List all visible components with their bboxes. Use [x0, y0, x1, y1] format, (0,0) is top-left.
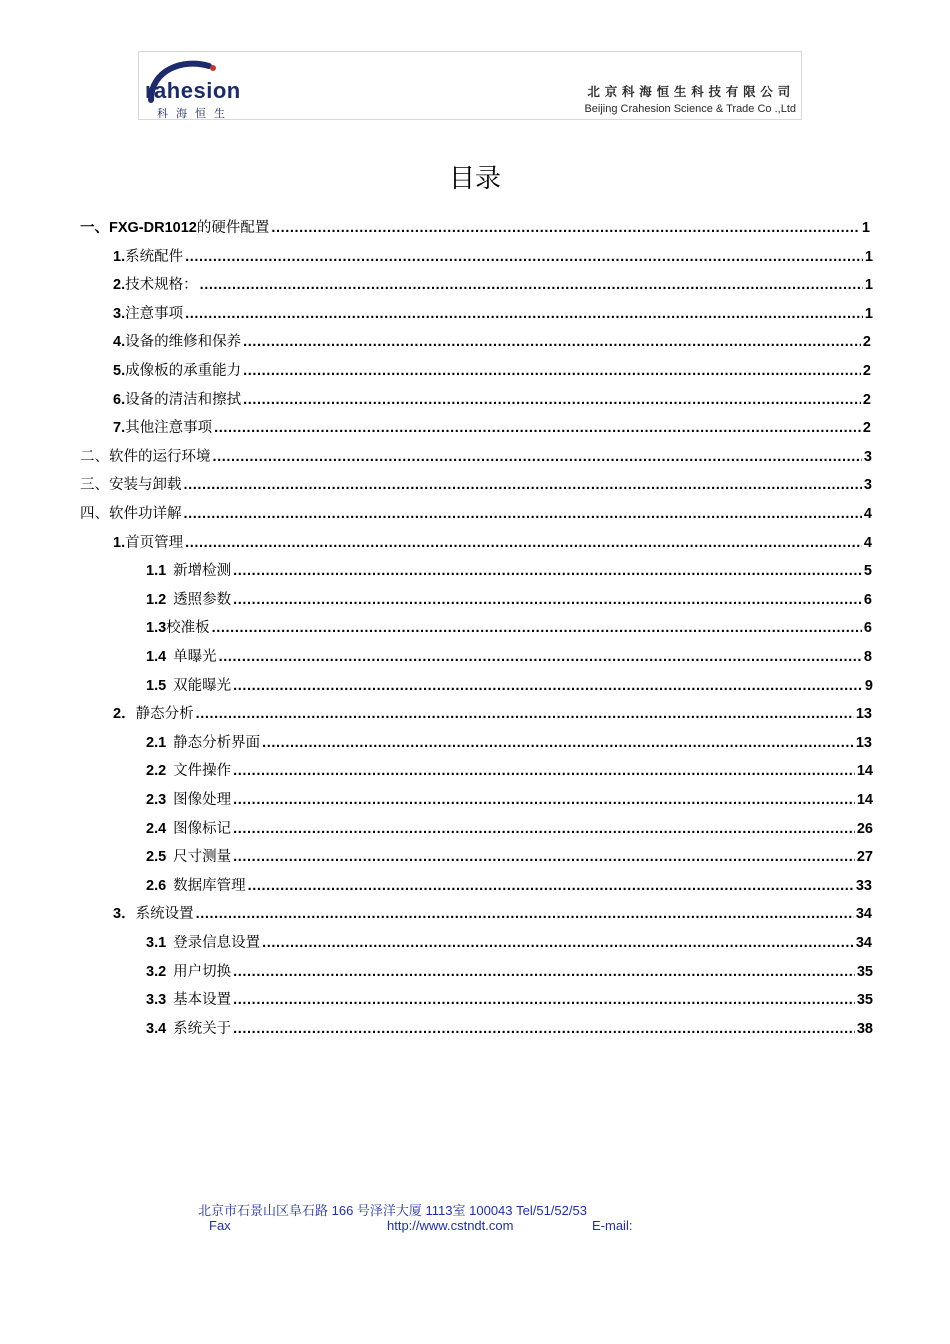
toc-entry[interactable]: [113, 525, 872, 553]
toc-title: 双能曝光: [173, 678, 232, 694]
toc-leader: [248, 876, 854, 896]
toc-entry[interactable]: [80, 439, 872, 467]
company-name-en: Beijing Crahesion Science & Trade Co .,Ltd: [584, 103, 796, 115]
toc-page: 6: [863, 620, 872, 636]
toc-entry[interactable]: [146, 925, 872, 953]
toc-leader: [233, 676, 863, 696]
footer-fax: Fax: [209, 1218, 231, 1233]
toc-leader: [185, 304, 863, 324]
letterhead: [138, 51, 802, 120]
toc-page: 35: [856, 964, 873, 980]
toc-title: 登录信息设置: [173, 935, 261, 951]
toc-title: 新增检测: [173, 563, 232, 579]
toc-leader: [233, 590, 862, 610]
toc-title: 图像标记: [173, 821, 232, 837]
toc-leader: [214, 418, 861, 438]
toc-entry[interactable]: [146, 811, 873, 839]
toc-page: 2: [862, 363, 871, 379]
toc-title: 设备的清洁和擦拭: [125, 392, 242, 408]
toc-title: 单曝光: [173, 649, 217, 665]
logo-text: rahesion: [145, 78, 241, 103]
toc-page: 2: [862, 334, 871, 350]
toc-leader: [233, 819, 855, 839]
toc-page: 1: [864, 249, 873, 265]
toc-title: 的硬件配置: [196, 220, 270, 236]
toc-number: 2.: [113, 277, 126, 293]
toc-title: 二、软件的运行环境: [80, 449, 211, 465]
toc-entry[interactable]: [146, 782, 873, 810]
page-title: 目录: [448, 164, 501, 194]
toc-leader: [243, 332, 861, 352]
toc-leader: [262, 733, 854, 753]
toc-entry[interactable]: [113, 239, 873, 267]
toc-entry[interactable]: [146, 982, 873, 1010]
toc-number: 7.: [113, 420, 126, 436]
toc-number: 1.: [113, 535, 126, 551]
toc-entry[interactable]: [146, 582, 872, 610]
toc-entry[interactable]: [146, 725, 872, 753]
toc-title: 系统关于: [173, 1021, 232, 1037]
toc-page: 4: [863, 506, 872, 522]
toc-page: 33: [855, 878, 872, 894]
toc-title: 尺寸测量: [173, 849, 232, 865]
toc-entry[interactable]: [146, 868, 872, 896]
toc-title: 四、软件功详解: [80, 506, 182, 522]
toc-number: 2.6: [146, 878, 167, 894]
toc-page: 13: [855, 735, 872, 751]
toc-page: 8: [863, 649, 872, 665]
toc-entry[interactable]: [146, 639, 872, 667]
toc-entry[interactable]: [80, 210, 870, 238]
toc-entry[interactable]: [113, 353, 871, 381]
toc-title: 文件操作: [173, 763, 232, 779]
toc-leader: [200, 275, 863, 295]
toc-number: 6.: [113, 392, 126, 408]
toc-page: 9: [864, 678, 873, 694]
toc-number: 1.2: [146, 592, 167, 608]
toc-title: 三、安装与卸载: [80, 477, 182, 493]
toc-title: 图像处理: [173, 792, 232, 808]
toc-leader: [219, 647, 862, 667]
toc-title: 校准板: [166, 620, 210, 636]
toc-entry[interactable]: [113, 410, 871, 438]
toc-number: 4.: [113, 334, 126, 350]
toc-page: 2: [862, 392, 871, 408]
footer-email: E-mail:: [592, 1218, 633, 1233]
toc-entry[interactable]: [146, 839, 873, 867]
toc-entry[interactable]: [80, 496, 872, 524]
toc-leader: [196, 904, 854, 924]
toc-number: 3．: [113, 906, 136, 922]
company-logo: [143, 56, 263, 120]
toc-page: 14: [856, 792, 873, 808]
toc-page: 26: [856, 821, 873, 837]
toc-leader: [233, 962, 855, 982]
toc-leader: [184, 475, 862, 495]
toc-entry[interactable]: [113, 324, 871, 352]
toc-title: 设备的维修和保养: [125, 334, 242, 350]
toc-leader: [185, 533, 862, 553]
toc-page: 35: [856, 992, 873, 1008]
toc-page: 6: [863, 592, 872, 608]
toc-leader: [233, 790, 855, 810]
footer-url[interactable]: http://www.cstndt.com: [387, 1218, 514, 1233]
toc-title: 首页管理: [125, 535, 184, 551]
toc-number: 1.5: [146, 678, 167, 694]
toc-page: 2: [862, 420, 871, 436]
toc-leader: [233, 847, 855, 867]
toc-page: 1: [861, 220, 870, 236]
toc-page: 1: [864, 306, 873, 322]
toc-page: 34: [855, 935, 872, 951]
toc-leader: [233, 761, 855, 781]
toc-number: 3.2: [146, 964, 167, 980]
toc-number: 3.4: [146, 1021, 167, 1037]
toc-leader: [233, 990, 855, 1010]
toc-page: 3: [863, 449, 872, 465]
toc-number: 2.1: [146, 735, 167, 751]
toc-number: 2.5: [146, 849, 167, 865]
toc-title: 静态分析界面: [173, 735, 261, 751]
toc-entry[interactable]: [113, 696, 872, 724]
toc-page: 1: [864, 277, 873, 293]
toc-leader: [271, 218, 860, 238]
toc-entry[interactable]: [80, 467, 872, 495]
toc-leader: [213, 447, 862, 467]
toc-leader: [233, 561, 862, 581]
toc-entry[interactable]: [146, 553, 872, 581]
toc-number: 5.: [113, 363, 126, 379]
toc-number: 1.: [113, 249, 126, 265]
toc-leader: [196, 704, 854, 724]
toc-page: 34: [855, 906, 872, 922]
toc-leader: [212, 618, 862, 638]
toc-title: 基本设置: [173, 992, 232, 1008]
toc-number: 3.1: [146, 935, 167, 951]
toc-number: 3.3: [146, 992, 167, 1008]
toc-number: 1.4: [146, 649, 167, 665]
toc-number: 1.3: [146, 620, 167, 636]
toc-entry[interactable]: [113, 896, 872, 924]
toc-title: 技术规格：: [125, 277, 198, 293]
toc-leader: [185, 247, 863, 267]
toc-entry[interactable]: [146, 610, 872, 638]
toc-entry[interactable]: [113, 382, 871, 410]
toc-page: 4: [863, 535, 872, 551]
toc-title: 数据库管理: [173, 878, 246, 894]
toc-entry[interactable]: [113, 267, 873, 295]
toc-page: 14: [856, 763, 873, 779]
toc-title: 用户切换: [173, 964, 232, 980]
toc-entry[interactable]: [146, 668, 873, 696]
company-name-cn: 北京科海恒生科技有限公司: [587, 84, 795, 99]
toc-number: 1.1: [146, 563, 167, 579]
toc-leader: [233, 1019, 855, 1039]
toc-page: 38: [856, 1021, 873, 1037]
toc-title: 成像板的承重能力: [125, 363, 242, 379]
toc-entry[interactable]: [146, 954, 873, 982]
logo-subtitle: 科海恒生: [157, 107, 233, 120]
toc-title: 其他注意事项: [125, 420, 213, 436]
toc-title: 系统配件: [125, 249, 184, 265]
toc-number: 一、FXG-DR1012: [80, 220, 197, 236]
footer-address: 北京市石景山区阜石路 166 号泽洋大厦 1113室 100043 Tel/51/52/53: [198, 1203, 587, 1218]
toc-entry[interactable]: [146, 1011, 873, 1039]
toc-title: 静态分析: [135, 706, 194, 722]
toc-page: 3: [863, 477, 872, 493]
toc-number: 3.: [113, 306, 126, 322]
toc-page: 27: [856, 849, 873, 865]
toc-page: 5: [863, 563, 872, 579]
toc-leader: [184, 504, 862, 524]
toc-number: 2.3: [146, 792, 167, 808]
toc-leader: [243, 361, 861, 381]
toc-number: 2.4: [146, 821, 167, 837]
toc-page: 13: [855, 706, 872, 722]
toc-leader: [262, 933, 854, 953]
toc-entry[interactable]: [113, 296, 873, 324]
toc-number: 2.2: [146, 763, 167, 779]
toc-title: 系统设置: [135, 906, 194, 922]
toc-title: 注意事项: [125, 306, 184, 322]
toc-title: 透照参数: [173, 592, 232, 608]
toc-number: 2．: [113, 706, 136, 722]
toc-entry[interactable]: [146, 753, 873, 781]
toc-leader: [243, 390, 861, 410]
